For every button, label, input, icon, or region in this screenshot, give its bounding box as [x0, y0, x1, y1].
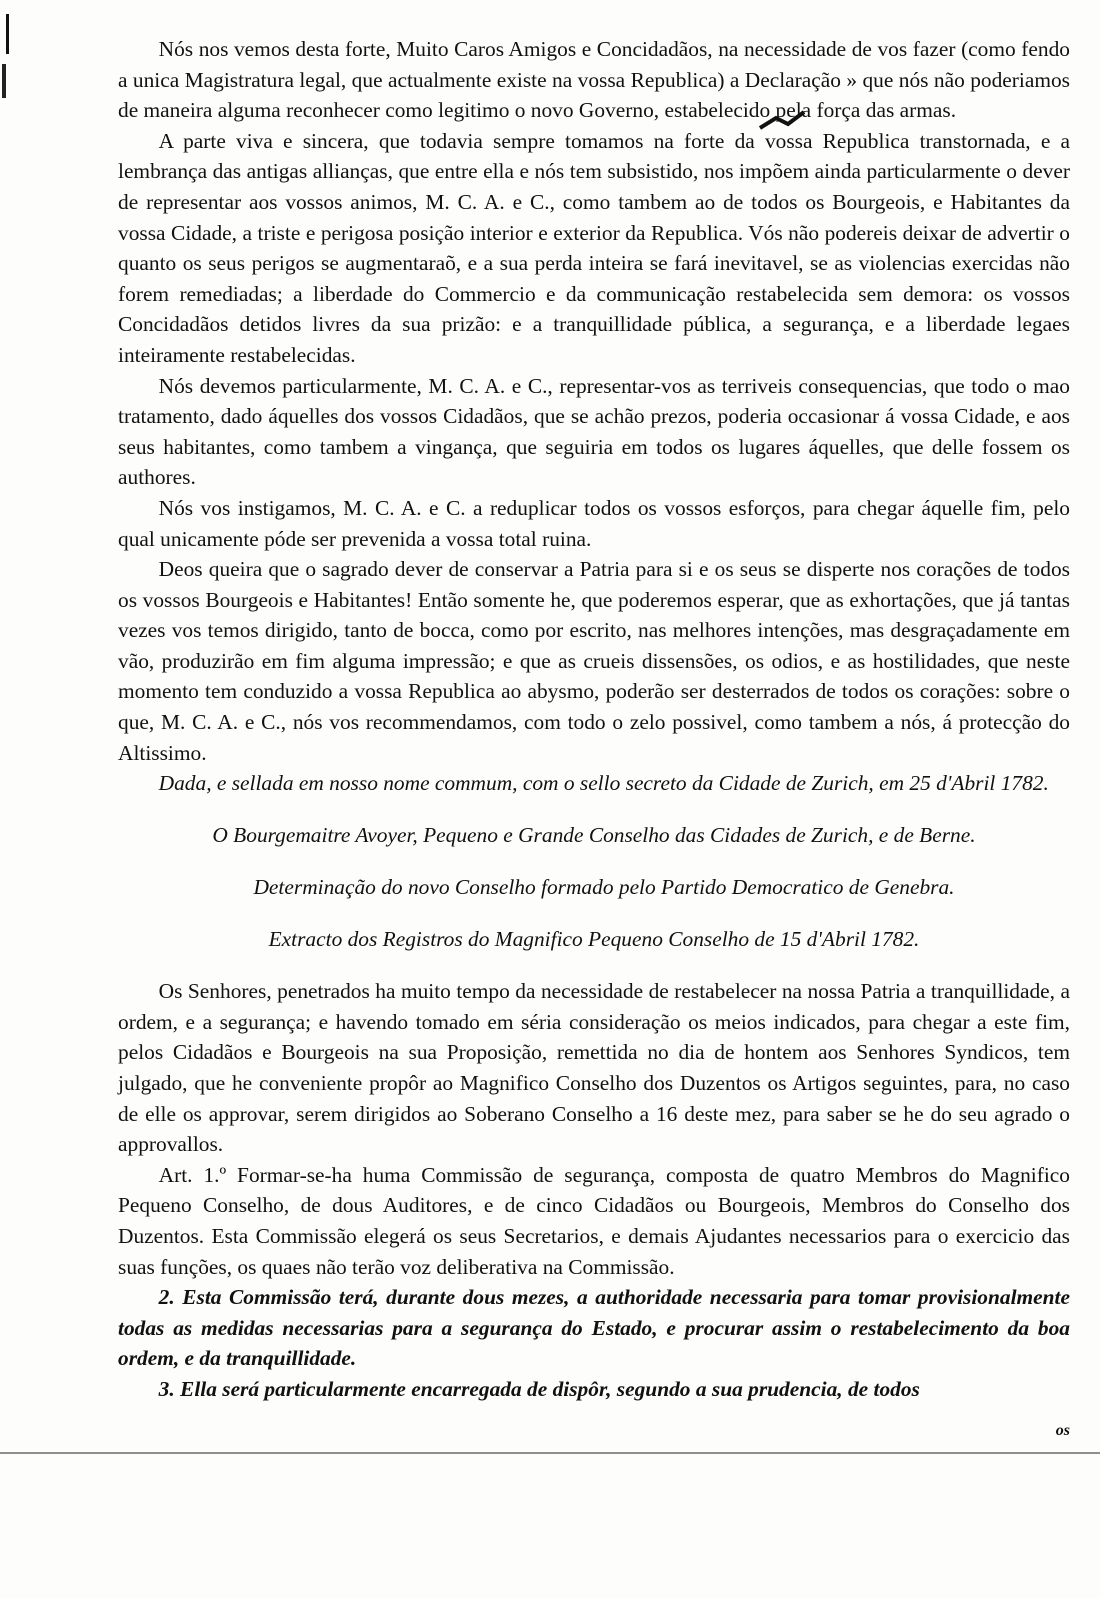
document-text	[118, 34, 1070, 1457]
catchword: os	[1055, 1421, 1070, 1439]
article-2: 2. Esta Commissão terá, durante dous mezes, a authoridade necessaria para tomar provisionalmente todas as medidas necessarias para a segurança do Estado, e procurar assim o restabelecimento da boa ordem, e da tranquillidade.	[118, 1285, 1070, 1371]
paragraph-instigation: Nós vos instigamos, M. C. A. e C. a reduplicar todos os vossos esforços, para chegar áquelle fim, pelo qual unicamente póde ser prevenida a vossa total ruina.	[118, 495, 1070, 551]
page-edge-mark	[6, 14, 9, 54]
section-heading: Determinação do novo Conselho formado pelo Partido Democratico de Genebra.	[253, 875, 955, 900]
paragraph-consequences: Nós devemos particularmente, M. C. A. e C., representar-vos as terriveis consequencias, que todo o mao tratamento, dado áquelles dos vossos Cidadãos, que se achão prezos, poderia occasionar á vossa Cidade, e aos seus habitantes, como tambem a vingança, que seguiria em todos os lugares áquelles, que delle fossem os authores.	[118, 373, 1070, 490]
page-edge-mark	[2, 64, 6, 98]
article-3: 3. Ella será particularmente encarregada de dispôr, segundo a sua prudencia, de todos	[158, 1376, 920, 1401]
paragraph-senhores: Os Senhores, penetrados ha muito tempo da necessidade de restabelecer na nossa Patria a tranquillidade, a ordem, e a segurança; e havendo tomado em séria consideração os meios indicados, para chegar a este fim, pelos Cidadãos e Bourgeois na sua Proposição, remettida no dia de hontem aos Senhores Syndicos, tem julgado, que he conveniente propôr ao Magnifico Conselho dos Duzentos os Artigos seguintes, para, no caso de elle os approvar, serem dirigidos ao Soberano Conselho a 16 deste mez, para saber se he do seu agrado o approvallos.	[118, 979, 1070, 1157]
paragraph-dated: Dada, e sellada em nosso nome commum, com o sello secreto da Cidade de Zurich, em 25 d'Abril 1782.	[158, 771, 1049, 796]
paragraph-declaration: Nós nos vemos desta forte, Muito Caros Amigos e Concidadãos, na necessidade de vos fazer (como fendo a unica Magistratura legal, que actualmente existe na vossa Republica) a Declaração » que nós não poderiamos de maneira alguma reconhecer como legitimo o novo Governo, estabelecido pela força das armas.	[118, 37, 1070, 123]
article-1: Art. 1.º Formar-se-ha huma Commissão de segurança, composta de quatro Membros do Magnifico Pequeno Conselho, de dous Auditores, e de cinco Cidadãos ou Bourgeois, Membros do Conselho dos Duzentos. Esta Commissão elegerá os seus Secretarios, e demais Ajudantes necessarios para o exercicio das suas funções, os quaes não terão voz deliberativa na Commissão.	[118, 1162, 1070, 1279]
paragraph-alliances: A parte viva e sincera, que todavia sempre tomamos na forte da vossa Republica transtornada, e a lembrança das antigas allianças, que entre ella e nós tem subsistido, nos impõem ainda particularmente o dever de representar aos vossos animos, M. C. A. e C., como tambem ao de todos os Bourgeois, e Habitantes da vossa Cidade, a triste e perigosa posição interior e exterior da Republica. Vós não podereis deixar de advertir o quanto os seus perigos se augmentaraõ, e a sua perda inteira se fará inevitavel, se as violencias exercidas não forem remediadas; a liberdade do Commercio e da communicação restabelecida sem demora: os vossos Concidadãos detidos livres da sua prizão: e a tranquillidade pública, a segurança, e a liberdade legaes inteiramente restabelecidas.	[118, 128, 1070, 367]
signature-line: O Bourgemaitre Avoyer, Pequeno e Grande Conselho das Cidades de Zurich, e de Berne.	[212, 823, 976, 848]
paragraph-prayer: Deos queira que o sagrado dever de conservar a Patria para si e os seus se disperte nos corações de todos os vossos Bourgeois e Habitantes! Então somente he, que poderemos esperar, que as exhortações, que já tantas vezes vos temos dirigido, tanto de bocca, como por escrito, nas melhores intenções, mas desgraçadamente em vão, produzirão em fim alguma impressão; e que as crueis dissensões, os odios, e as hostilidades, que neste momento tem conduzido a vossa Republica ao abysmo, poderão ser desterrados de todos os corações: sobre o que, M. C. A. e C., nós vos recommendamos, com todo o zelo possivel, como tambem a nós, á protecção do Altissimo.	[118, 557, 1070, 765]
extract-heading: Extracto dos Registros do Magnifico Pequeno Conselho de 15 d'Abril 1782.	[268, 927, 920, 952]
